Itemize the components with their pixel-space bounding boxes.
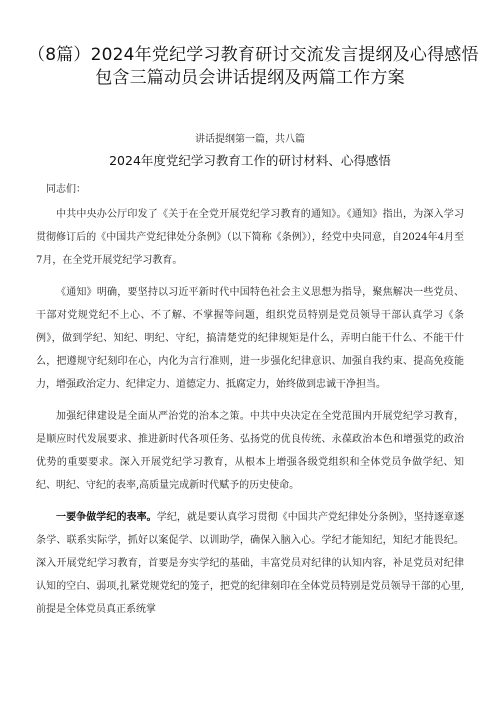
paragraph-1: 中共中央办公厅印发了《关于在全党开展党纪学习教育的通知》。《通知》指出，为深入学习贯彻修订后的《中国共产党纪律处分条例》（以下简称《条例》），经党中央同意，自2024年4月至7月，在全党开展党纪学习教育。 (36, 209, 464, 266)
paragraph-2: 《通知》明确，要坚持以习近平新时代中国特色社会主义思想为指导，聚焦解决一些党员、干部对党规党纪不上心、不了解、不掌握等问题，组织党员特别是党员领导干部认真学习《条例》，做到学纪、知纪、明纪、守纪，搞清楚党的纪律规矩是什么，弄明白能干什么、不能干什么，把遵规守纪刻印在心，内化为言行准则，进一步强化纪律意识、加强自我约束、提高免疫能力，增强政治定力、纪律定力、道德定力、抵腐定力，始终做到忠诚干净担当。 (36, 287, 464, 390)
main-title-line-2: 包含三篇动员会讲话提纲及两篇工作方案 (95, 68, 405, 88)
section-label: 讲话提纲第一篇，共八篇 (195, 134, 305, 145)
paragraph-4 (36, 506, 464, 621)
paragraph-4-text: 学纪，就是要认真学习贯彻《中国共产党纪律处分条例》，坚持逐章逐条学、联系实际学，抓好以案促学、以训助学，确保入脑入心。学纪才能知纪，知纪才能畏纪。深入开展党纪学习教育，首要是夯实学纪的基础，丰富党员对纪律的认知内容，补足党员对纪律认知的空白、弱项,扎紧党规党纪的笼子，把党的纪律刻印在全体党员特别是党员领导干部的心里,前提是全体党员真正系统掌 (36, 512, 464, 615)
main-title-line-1: （8篇）2024年党纪学习教育研讨交流发言提纲及心得感悟 (28, 45, 479, 65)
paragraph-4-lead: 一要争做学纪的表率。 (56, 512, 157, 523)
document-body (36, 178, 464, 621)
salutation: 同志们： (46, 184, 86, 195)
document-title: 2024年度党纪学习教育工作的研讨材料、心得感悟 (109, 153, 391, 168)
main-title (28, 44, 479, 90)
paragraph-3: 加强纪律建设是全面从严治党的治本之策。中共中央决定在全党范围内开展党纪学习教育，是顺应时代发展要求、推进新时代各项任务、弘扬党的优良传统、永葆政治本色和增强党的政治优势的重要要求。深入开展党纪学习教育，从根本上增强各级党组织和全体党员争做学纪、知纪、明纪、守纪的表率,高质量完成新时代赋予的历史使命。 (36, 411, 464, 491)
